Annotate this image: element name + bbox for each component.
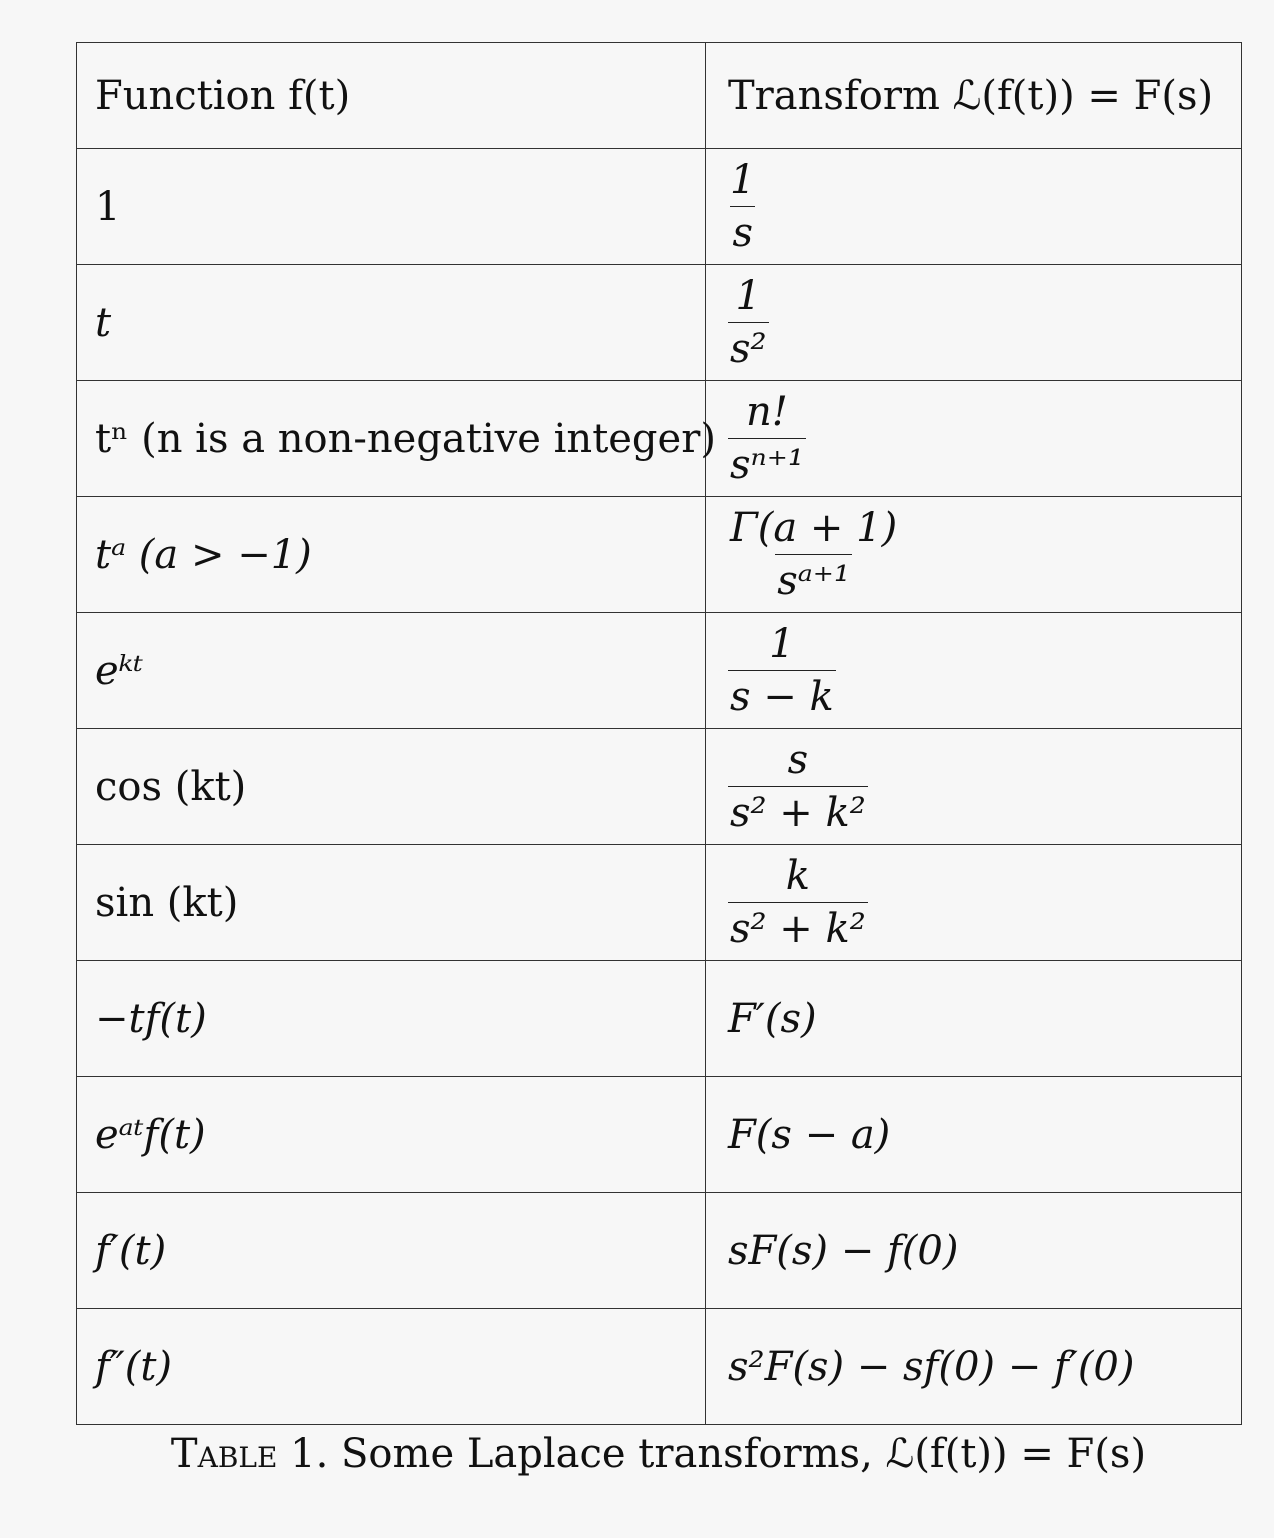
function-cell: eᵃᵗf(t) (77, 1077, 706, 1193)
fraction-numerator: Γ(a + 1) (730, 505, 898, 551)
fraction-numerator: n! (746, 389, 788, 435)
transform-cell: sF(s) − f(0) (706, 1193, 1242, 1309)
header-transform: Transform ℒ(f(t)) = F(s) (706, 43, 1242, 149)
transform-cell (706, 613, 1242, 729)
fraction-numerator: 1 (735, 273, 761, 319)
function-cell: 1 (77, 149, 706, 265)
transform-cell (706, 497, 1242, 613)
function-cell: tⁿ (n is a non-negative integer) (77, 381, 706, 497)
table-row (77, 265, 1242, 381)
header-function: Function f(t) (77, 43, 706, 149)
fraction-denominator: sᵃ⁺¹ (775, 554, 852, 603)
function-cell: f″(t) (77, 1309, 706, 1425)
table-row (77, 1077, 1242, 1193)
function-cell: f′(t) (77, 1193, 706, 1309)
table-row (77, 149, 1242, 265)
transform-cell (706, 149, 1242, 265)
fraction-denominator: sⁿ⁺¹ (728, 438, 806, 487)
transform-cell (706, 381, 1242, 497)
function-cell: eᵏᵗ (77, 613, 706, 729)
table-row (77, 613, 1242, 729)
table-header-row (77, 43, 1242, 149)
transform-cell (706, 845, 1242, 961)
table-row (77, 497, 1242, 613)
fraction-denominator: s² (728, 322, 769, 371)
fraction (728, 622, 836, 719)
function-cell: sin (kt) (77, 845, 706, 961)
table-caption (76, 1428, 1241, 1480)
fraction-denominator: s² + k² (728, 902, 868, 951)
laplace-transform-table (76, 42, 1242, 1425)
fraction-denominator: s² + k² (728, 786, 868, 835)
transform-cell (706, 729, 1242, 845)
fraction (728, 506, 899, 603)
table-row (77, 729, 1242, 845)
fraction (728, 738, 868, 835)
table-row (77, 1193, 1242, 1309)
transform-cell (706, 265, 1242, 381)
fraction-numerator: k (785, 853, 811, 899)
table-row (77, 1309, 1242, 1425)
fraction-numerator: 1 (769, 621, 795, 667)
transform-cell: F(s − a) (706, 1077, 1242, 1193)
caption-text: Some Laplace transforms, ℒ(f(t)) = F(s) (341, 1431, 1147, 1477)
function-cell: cos (kt) (77, 729, 706, 845)
table-row (77, 961, 1242, 1077)
transform-cell: s²F(s) − sf(0) − f′(0) (706, 1309, 1242, 1425)
fraction-denominator: s (730, 206, 755, 255)
transform-cell: F′(s) (706, 961, 1242, 1077)
laplace-table-container (76, 42, 1241, 1425)
fraction (728, 854, 868, 951)
caption-label: Table 1. (170, 1431, 329, 1477)
fraction (728, 390, 806, 487)
fraction (728, 158, 757, 255)
fraction-numerator: s (787, 737, 809, 783)
table-row (77, 845, 1242, 961)
function-cell: −tf(t) (77, 961, 706, 1077)
fraction-denominator: s − k (728, 670, 836, 719)
fraction-numerator: 1 (730, 157, 756, 203)
function-cell: t (77, 265, 706, 381)
function-cell: tᵃ (a > −1) (77, 497, 706, 613)
table-row (77, 381, 1242, 497)
fraction (728, 274, 769, 371)
